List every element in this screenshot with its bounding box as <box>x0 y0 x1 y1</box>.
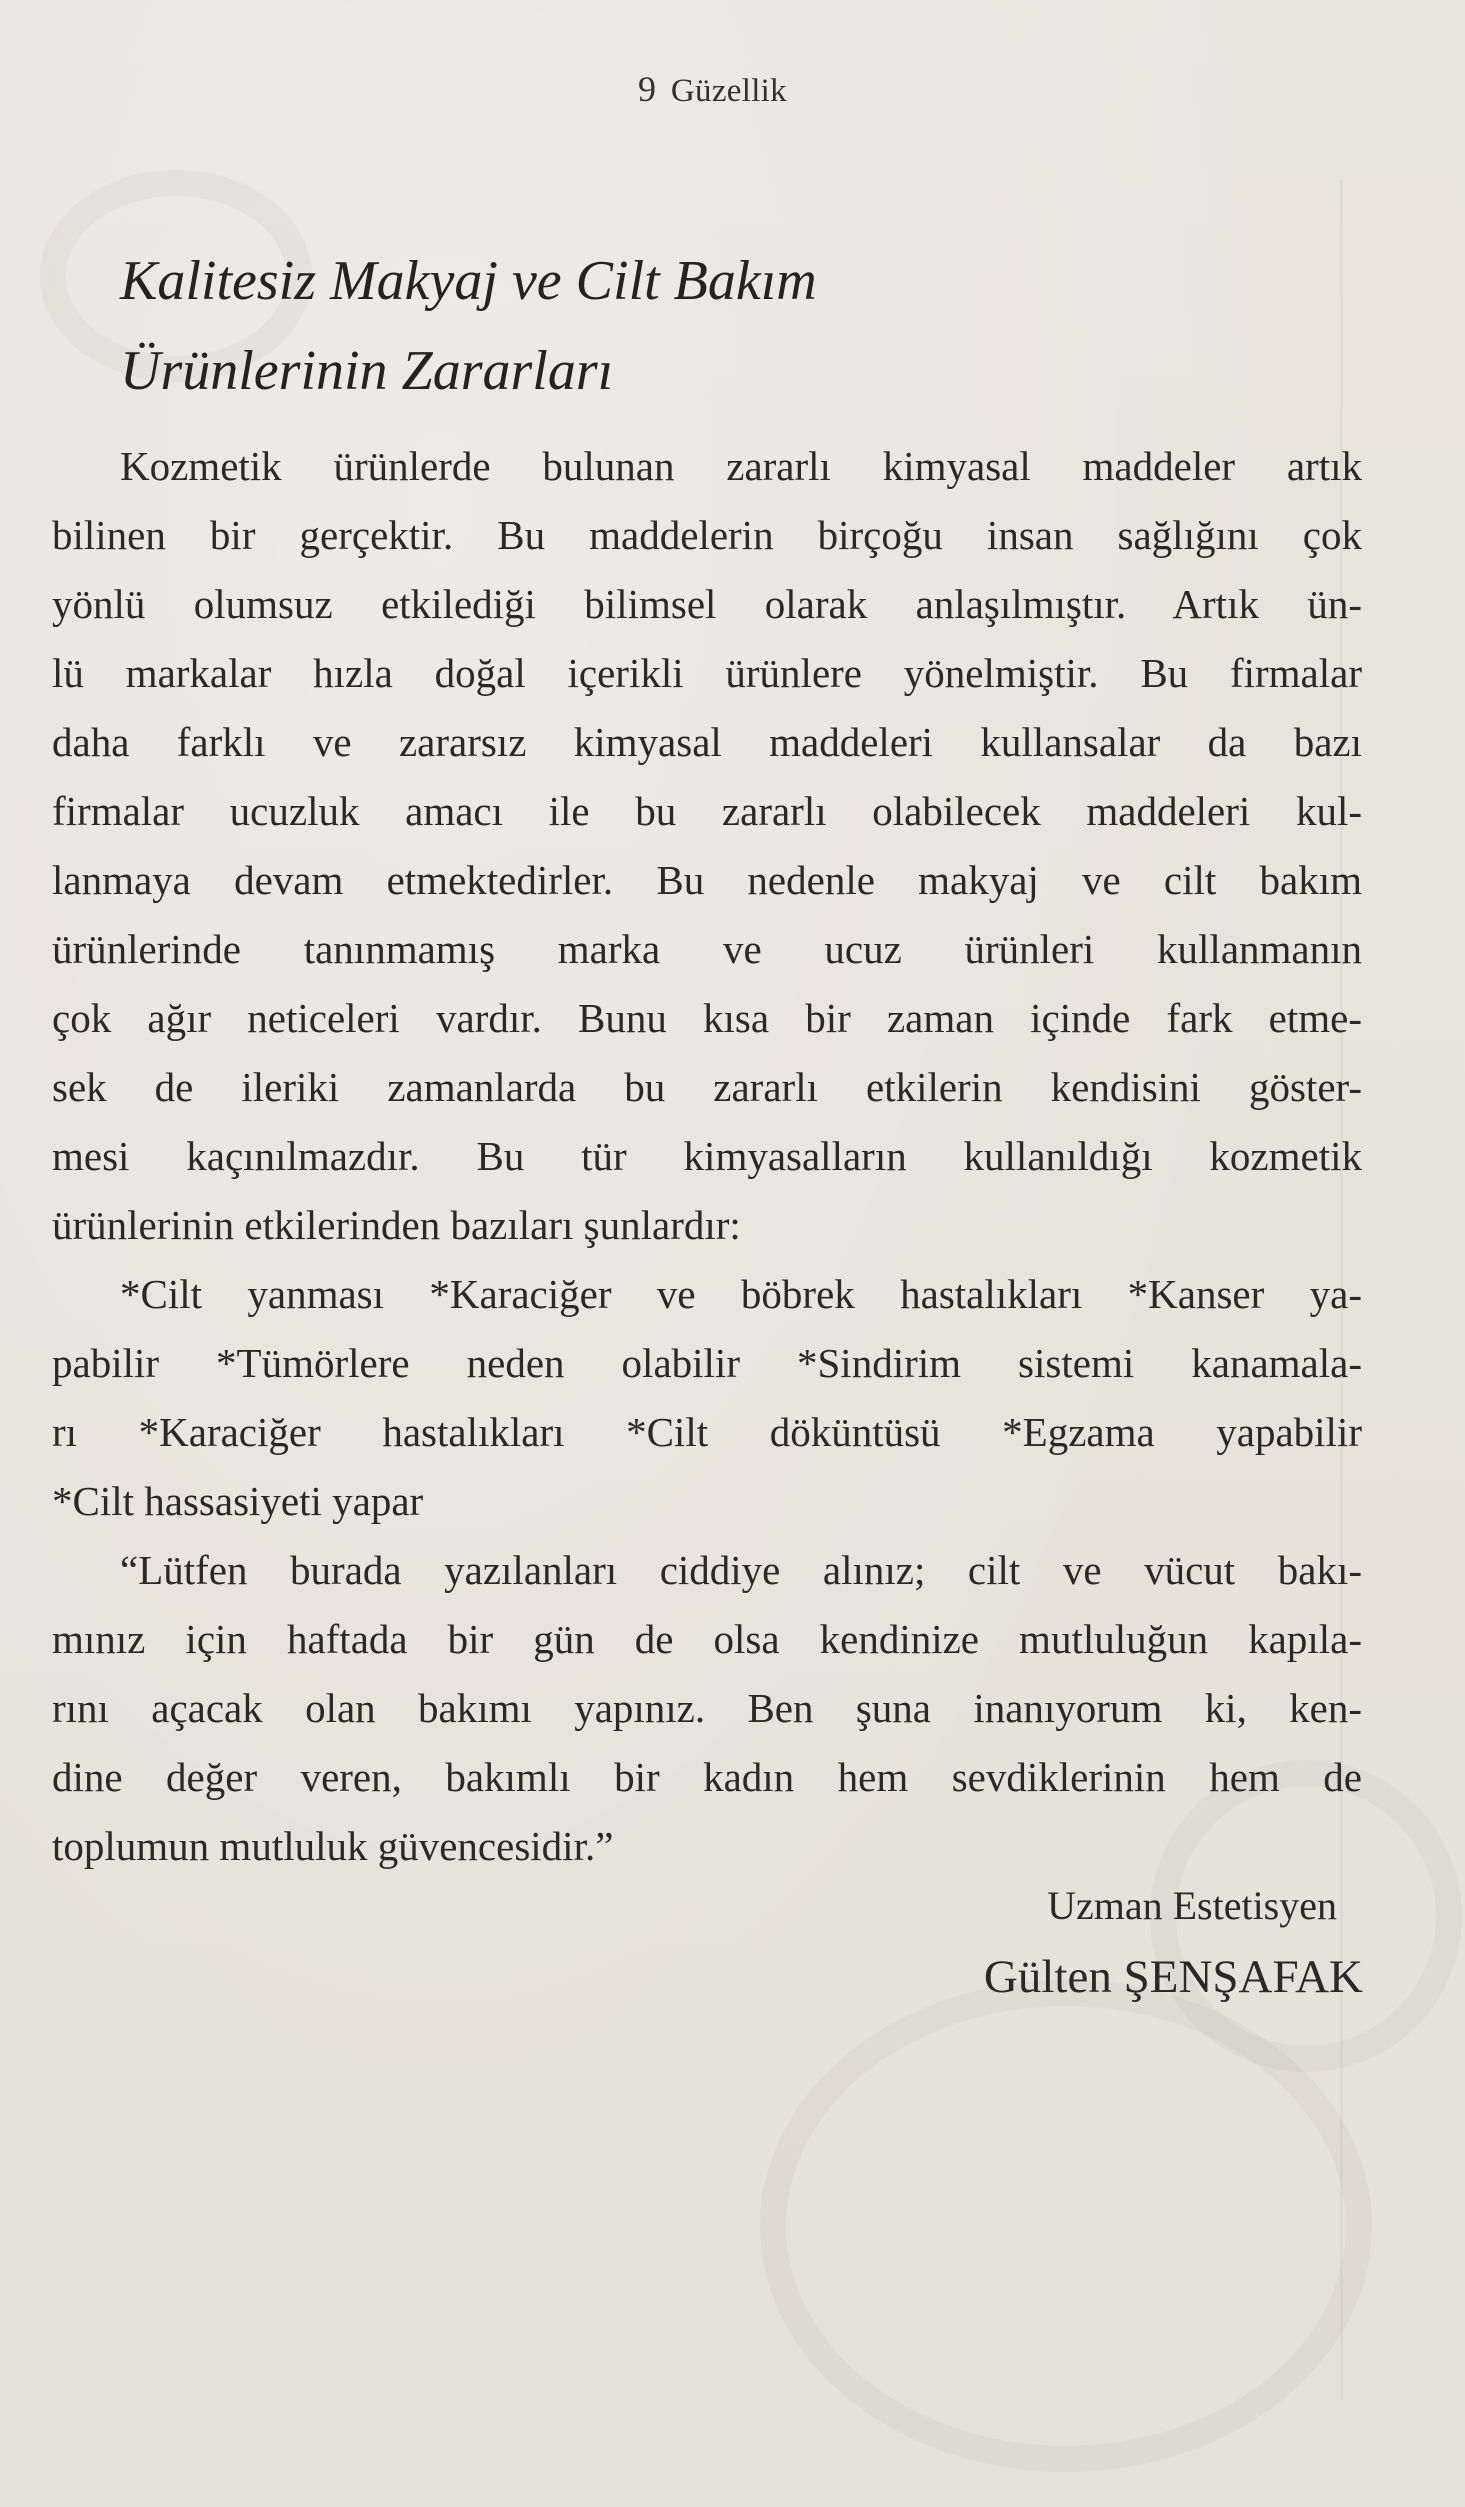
text-line: rını açacak olan bakımı yapınız. Ben şuna inanıyorum ki, ken- <box>52 1685 1362 1731</box>
text-line: yönlü olumsuz etkilediği bilimsel olarak anlaşılmıştır. Artık ün- <box>52 581 1362 627</box>
text-line: toplumun mutluluk güvencesidir.” <box>52 1823 614 1869</box>
text-line: pabilir *Tümörlere neden olabilir *Sindirim sistemi kanamala- <box>52 1340 1362 1386</box>
page-number: 9 <box>638 69 657 109</box>
text-line: firmalar ucuzluk amacı ile bu zararlı olabilecek maddeleri kul- <box>52 788 1362 834</box>
text-line: *Cilt yanması *Karaciğer ve böbrek hastalıkları *Kanser ya- <box>120 1271 1362 1317</box>
text-line: Kozmetik ürünlerde bulunan zararlı kimyasal maddeler artık <box>120 443 1362 489</box>
text-line: sek de ileriki zamanlarda bu zararlı etkilerin kendisini göster- <box>52 1064 1362 1110</box>
text-line: “Lütfen burada yazılanları ciddiye alınız; cilt ve vücut bakı- <box>120 1547 1362 1593</box>
text-line: ürünlerinde tanınmamış marka ve ucuz ürünleri kullanmanın <box>52 926 1362 972</box>
article-body <box>52 432 1362 1881</box>
text-line: rı *Karaciğer hastalıkları *Cilt döküntüsü *Egzama yapabilir <box>52 1409 1362 1455</box>
text-line: lü markalar hızla doğal içerikli ürünlere yönelmiştir. Bu firmalar <box>52 650 1362 696</box>
text-line: dine değer veren, bakımlı bir kadın hem sevdiklerinin hem de <box>52 1754 1362 1800</box>
text-line: lanmaya devam etmektedirler. Bu nedenle makyaj ve cilt bakım <box>52 857 1362 903</box>
title-line-2: Ürünlerinin Zararları <box>120 340 614 402</box>
text-line: mesi kaçınılmazdır. Bu tür kimyasalların kullanıldığı kozmetik <box>52 1133 1362 1179</box>
signature-title: Uzman Estetisyen <box>1047 1883 1337 1928</box>
text-line: çok ağır neticeleri vardır. Bunu kısa bir zaman içinde fark etme- <box>52 995 1362 1041</box>
text-line: ürünlerinin etkilerinden bazıları şunlardır: <box>52 1202 741 1248</box>
running-head <box>0 68 1425 110</box>
title-line-1: Kalitesiz Makyaj ve Cilt Bakım <box>120 250 817 312</box>
article-title <box>120 236 1300 416</box>
section-name: Güzellik <box>670 73 787 109</box>
text-line: bilinen bir gerçektir. Bu maddelerin birçoğu insan sağlığını çok <box>52 512 1362 558</box>
text-line: *Cilt hassasiyeti yapar <box>52 1478 424 1524</box>
text-line: mınız için haftada bir gün de olsa kendinize mutluluğun kapıla- <box>52 1616 1362 1662</box>
text-line: daha farklı ve zararsız kimyasal maddeleri kullansalar da bazı <box>52 719 1362 765</box>
signature-name: Gülten ŞENŞAFAK <box>983 1951 1363 2003</box>
